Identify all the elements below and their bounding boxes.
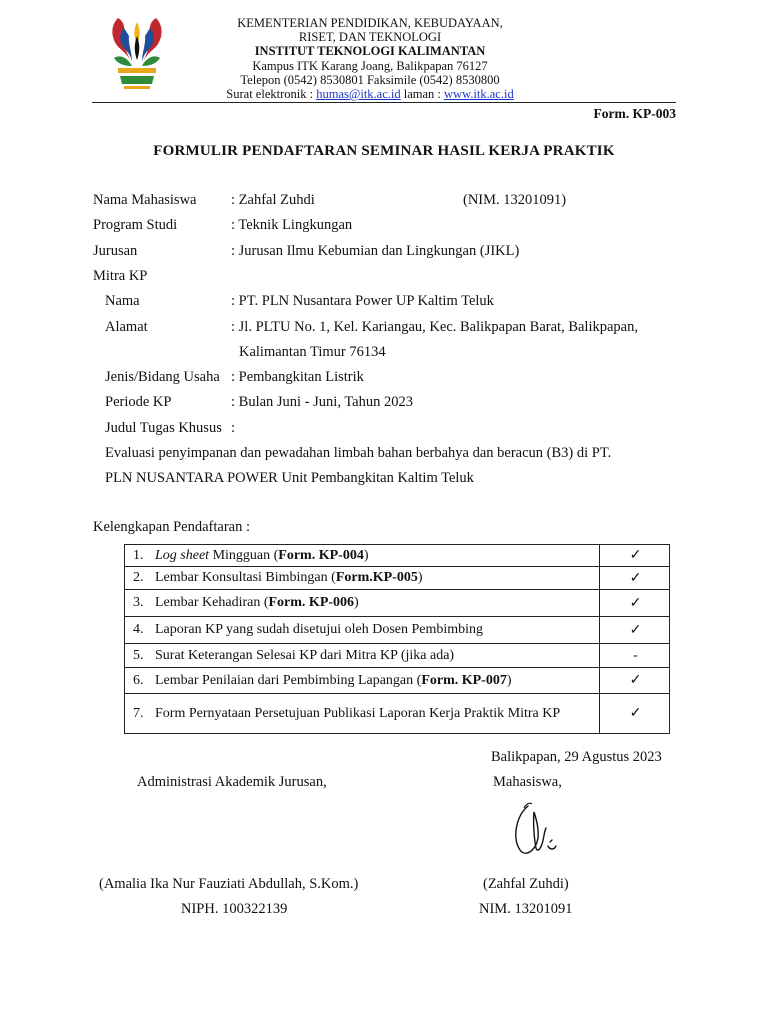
left-signer-id: NIPH. 100322139 [181,901,288,917]
row-checkmark: - [599,644,669,668]
row-checkmark: ✓ [599,590,669,617]
web-prefix: laman : [400,87,445,101]
table-row [125,668,670,694]
periode-label: Periode KP [105,394,172,410]
row-description [125,590,600,617]
row-form-code: Form. KP-007 [421,672,507,688]
table-row [125,617,670,644]
table-row [125,567,670,590]
alamat-label: Alamat [105,319,148,335]
nim-value: (NIM. 13201091) [463,192,567,208]
row-text-close: ) [417,570,423,585]
row-number: 5. [133,647,144,663]
row-number: 2. [133,570,144,585]
row-description [125,545,600,567]
itk-logo-icon [104,14,170,92]
mitra-nama-label: Nama [105,293,140,309]
header-phone: Telepon (0542) 8530801 Faksimile (0542) 8530800 [240,73,500,87]
row-text: Form Pernyataan Persetujuan Publikasi Laporan Kerja Praktik Mitra KP [155,705,561,721]
row-text: Laporan KP yang sudah disetujui oleh Dosen Pembimbing [155,622,484,637]
header-ministry-line1: KEMENTERIAN PENDIDIKAN, KEBUDAYAAN, [237,16,503,30]
prodi-value: : Teknik Lingkungan [231,217,353,233]
jenis-label: Jenis/Bidang Usaha [105,369,220,385]
row-checkmark: ✓ [599,545,669,567]
table-row [125,590,670,617]
header-contact [180,87,560,101]
left-signer-name: (Amalia Ika Nur Fauziati Abdullah, S.Kom.) [99,876,359,892]
alamat-value-line2: Kalimantan Timur 76134 [239,344,386,360]
email-link[interactable]: humas@itk.ac.id [316,87,401,101]
alamat-value-line1: : Jl. PLTU No. 1, Kel. Kariangau, Kec. Balikpapan Barat, Balikpapan, [231,319,638,335]
row-description [125,668,600,694]
table-row [125,545,670,567]
row-text: Mingguan ( [209,547,279,563]
page-title: FORMULIR PENDAFTARAN SEMINAR HASIL KERJA PRAKTIK [153,143,615,159]
form-code: Form. KP-003 [593,106,676,121]
mitra-nama-value: : PT. PLN Nusantara Power UP Kaltim Teluk [231,293,494,309]
row-text: Lembar Kehadiran ( [155,595,269,610]
mitra-label: Mitra KP [93,268,148,284]
header-institution: INSTITUT TEKNOLOGI KALIMANTAN [254,44,486,58]
left-signer-role: Administrasi Akademik Jurusan, [137,774,327,790]
jurusan-label: Jurusan [93,243,138,259]
row-number: 7. [133,705,144,721]
row-italic: Log sheet [155,547,210,563]
row-description [125,694,600,734]
row-checkmark: ✓ [599,694,669,734]
row-text-close: ) [354,595,359,610]
row-form-code: Form.KP-005 [335,570,418,585]
handwritten-signature-icon [506,798,566,866]
header-ministry-line2: RISET, DAN TEKNOLOGI [298,30,442,44]
row-checkmark: ✓ [599,668,669,694]
nama-value: : Zahfal Zuhdi [231,192,315,208]
judul-text-line1: Evaluasi penyimpanan dan pewadahan limbah bahan berbahya dan beracun (B3) di PT. [105,445,612,461]
row-number: 1. [133,547,144,563]
place-date: Balikpapan, 29 Agustus 2023 [491,749,662,765]
right-signer-id: NIM. 13201091 [479,901,573,917]
row-text: Surat Keterangan Selesai KP dari Mitra KP (jika ada) [155,647,455,663]
jurusan-value: : Jurusan Ilmu Kebumian dan Lingkungan (JIKL) [231,243,520,259]
row-description [125,644,600,668]
row-checkmark: ✓ [599,617,669,644]
email-prefix: Surat elektronik : [226,87,317,101]
row-description [125,617,600,644]
website-link[interactable]: www.itk.ac.id [444,87,514,101]
jenis-value: : Pembangkitan Listrik [231,369,364,385]
row-description [125,567,600,590]
row-text-close: ) [506,672,512,688]
table-row [125,644,670,668]
header-address: Kampus ITK Karang Joang, Balikpapan 76127 [252,59,488,73]
judul-label: Judul Tugas Khusus [105,420,222,436]
row-checkmark: ✓ [599,567,669,590]
row-text: Lembar Konsultasi Bimbingan ( [155,570,336,585]
row-number: 3. [133,595,144,610]
row-form-code: Form. KP-004 [278,547,364,563]
periode-value: : Bulan Juni - Juni, Tahun 2023 [231,394,413,410]
right-signer-name: (Zahfal Zuhdi) [483,876,569,892]
right-signer-role: Mahasiswa, [493,774,562,790]
table-row [125,694,670,734]
row-number: 4. [133,622,144,637]
row-text: Lembar Penilaian dari Pembimbing Lapangan ( [155,672,422,688]
judul-colon: : [231,420,236,436]
judul-text-line2: PLN NUSANTARA POWER Unit Pembangkitan Kaltim Teluk [105,470,474,486]
prodi-label: Program Studi [93,217,178,233]
nama-label: Nama Mahasiswa [93,192,197,208]
row-form-code: Form. KP-006 [268,595,355,610]
row-number: 6. [133,672,144,688]
kelengkapan-table [124,544,670,734]
kelengkapan-label: Kelengkapan Pendaftaran : [93,519,251,535]
header-divider [92,102,676,103]
row-text-close: ) [363,547,369,563]
